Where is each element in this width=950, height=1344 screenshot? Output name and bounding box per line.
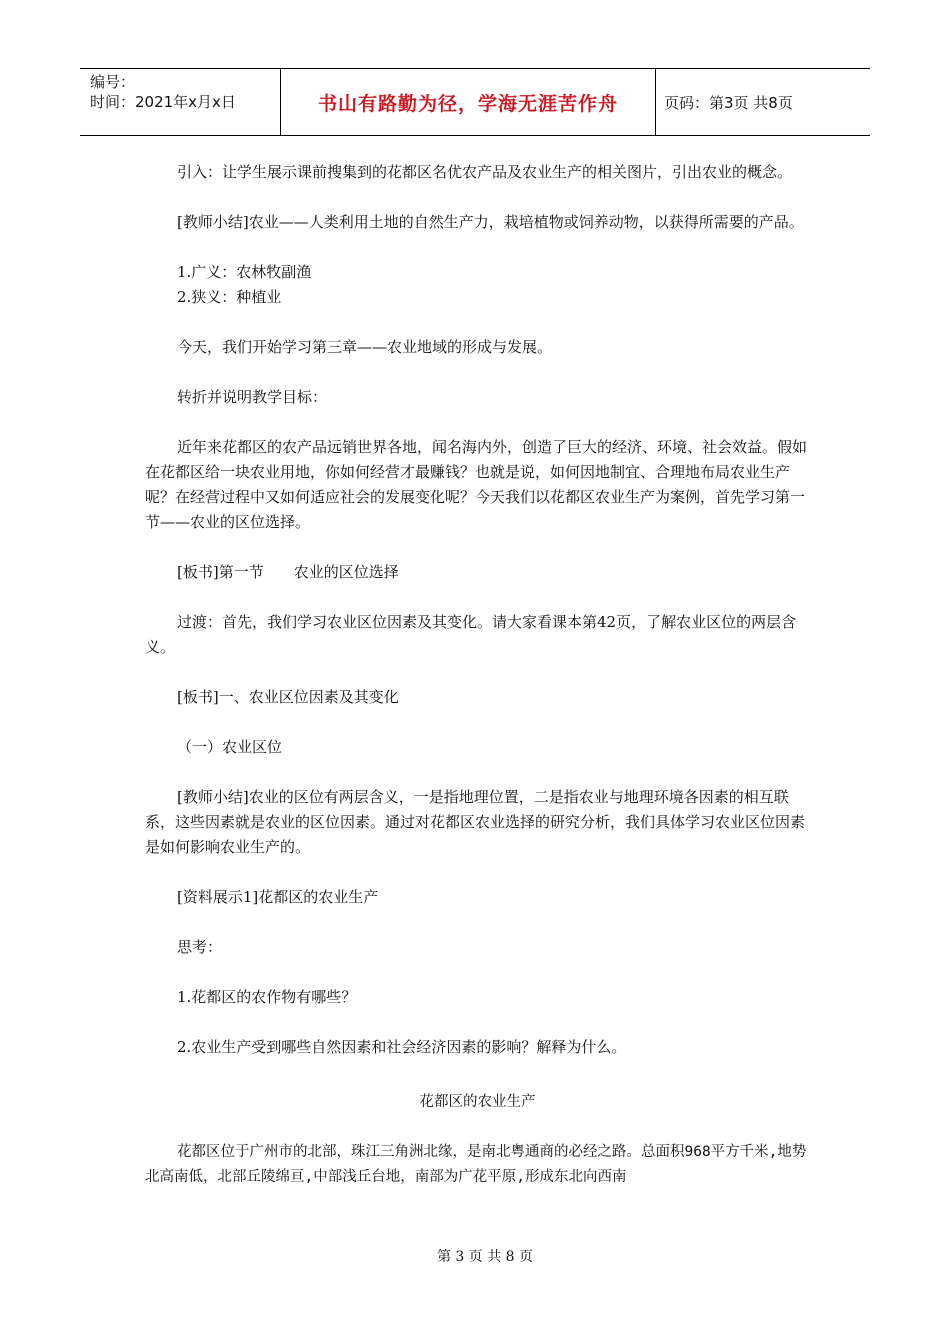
header-motto: 书山有路勤为径，学海无涯苦作舟	[281, 69, 656, 135]
page-footer: 第 3 页 共 8 页	[436, 1249, 534, 1265]
list-item-broad: 1.广义：农林牧副渔	[177, 263, 312, 281]
paragraph-objectives: 近年来花都区的农产品远销世界各地，闻名海内外，创造了巨大的经济、环境、社会效益。假如在花都区给一块农业用地，你如何经营才最赚钱？也就是说，如何因地制宜、合理地布局农业生产呢？在经营过程中又如何适应社会的发展变化呢？今天我们以花都区农业生产为案例，首先学习第一节——农业的区位选择。	[145, 438, 808, 531]
paragraph-intro: 引入：让学生展示课前搜集到的花都区名优农产品及农业生产的相关图片，引出农业的概念。	[177, 163, 793, 181]
header-page-info: 页码：第3页 共8页	[664, 93, 793, 112]
header-meta	[80, 69, 281, 135]
material-heading: [资料展示1]花都区的农业生产	[177, 888, 379, 906]
paragraph-summary: [教师小结]农业——人类利用土地的自然生产力，栽培植物或饲养动物，以获得所需要的产品。	[177, 213, 804, 231]
board-subtitle: [板书]一、农业区位因素及其变化	[177, 688, 399, 706]
case-paragraph: 花都区位于广州市的北部，珠江三角洲北缘，是南北粤通商的必经之路。总面积968平方千米,地势北高南低，北部丘陵绵亘,中部浅丘台地，南部为广花平原,形成东北向西南	[145, 1144, 807, 1185]
thinking-label: 思考：	[177, 938, 223, 956]
paragraph-chapter: 今天，我们开始学习第三章——农业地域的形成与发展。	[177, 338, 553, 356]
paragraph-location-summary: [教师小结]农业的区位有两层含义，一是指地理位置，二是指农业与地理环境各因素的相互联系，这些因素就是农业的区位因素。通过对花都区农业选择的研究分析，我们具体学习农业区位因素是如何影响农业生产的。	[145, 788, 806, 856]
subsection-heading: （一）农业区位	[177, 738, 283, 756]
list-item-narrow: 2.狭义：种植业	[177, 288, 282, 306]
document-body	[145, 160, 810, 1190]
paragraph-transition: 过渡：首先，我们学习农业区位因素及其变化。请大家看课本第42页，了解农业区位的两层含义。	[145, 613, 797, 656]
board-section-title: [板书]第一节 农业的区位选择	[177, 563, 399, 581]
page-header	[80, 68, 870, 136]
case-title: 花都区的农业生产	[419, 1094, 536, 1110]
paragraph-objectives-heading: 转折并说明教学目标：	[177, 388, 328, 406]
question-1: 1.花都区的农作物有哪些？	[177, 988, 357, 1006]
question-2: 2.农业生产受到哪些自然因素和社会经济因素的影响？解释为什么。	[177, 1038, 627, 1056]
time-label: 时间：2021年x月x日	[90, 93, 236, 111]
number-label: 编号：	[90, 73, 136, 91]
